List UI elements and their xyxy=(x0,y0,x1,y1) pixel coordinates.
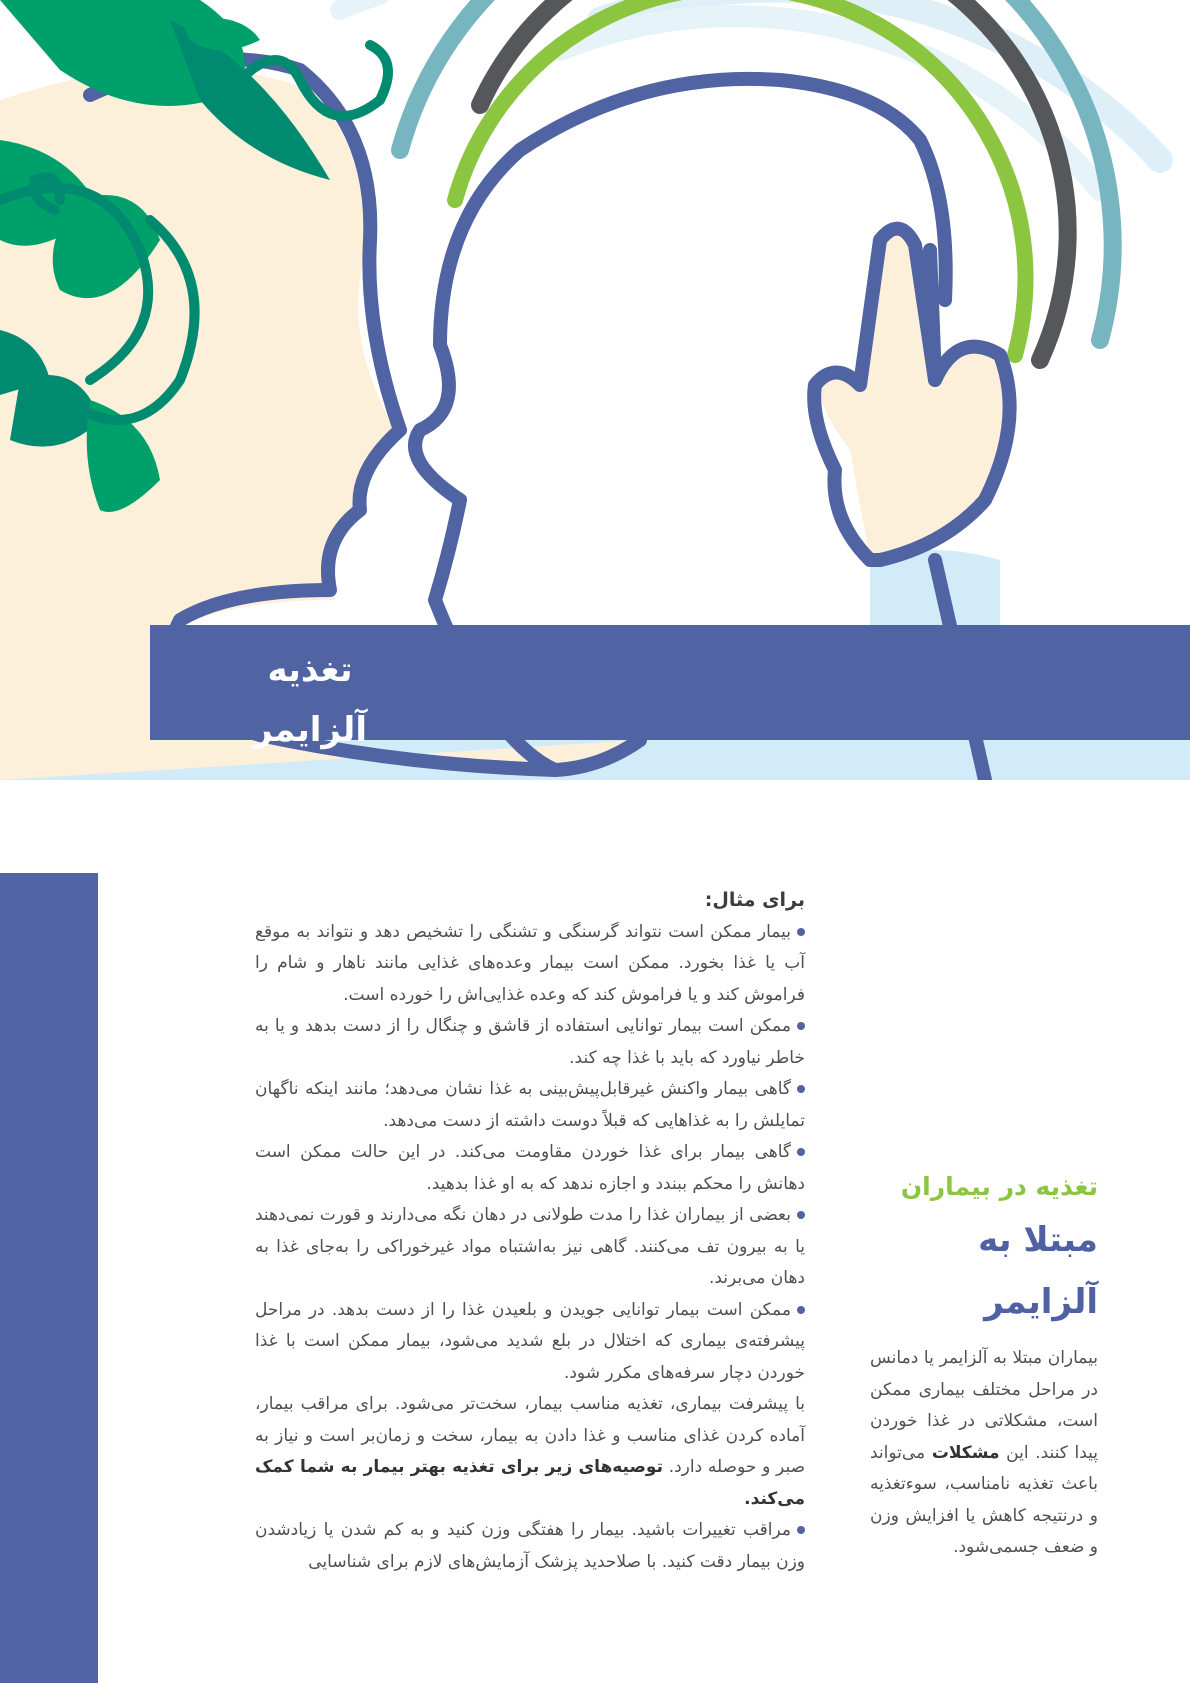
body-paragraph xyxy=(255,1389,805,1515)
hero-title: تغذیه آلزایمر xyxy=(253,650,367,750)
bullet-text: ممکن است بیمار توانایی استفاده از قاشق و چنگال را از دست بدهد و یا به خاطر نیاورد که باید با غذا چه کند. xyxy=(255,1016,805,1068)
sidebar-body-bold: مشکلات xyxy=(931,1442,1000,1463)
bullet-icon xyxy=(797,1148,805,1156)
bullet-icon xyxy=(797,1306,805,1314)
hero-illustration xyxy=(0,0,1190,780)
bullet-text: بیمار ممکن است نتواند گرسنگی و تشنگی را تشخیص دهد و نتواند به موقع آب یا غذا بخورد. ممکن است بیمار وعده‌های غذایی مانند ناهار و شام را فراموش کند و یا فراموش کند که وعده غذایی‌اش را خورده است. xyxy=(255,921,805,1005)
sidebar-body xyxy=(870,1343,1098,1564)
paragraph-bold-text: توصیه‌های زیر برای تغذیه بهتر بیمار به شما کمک می‌کند. xyxy=(255,1457,805,1509)
bullet-item xyxy=(255,1200,805,1295)
bullet-text: گاهی بیمار واکنش غیرقابل‌پیش‌بینی به غذا نشان می‌دهد؛ مانند اینکه ناگهان تمایلش را به غذاهایی که قبلاً دوست داشته از دست می‌دهد. xyxy=(255,1079,805,1131)
bullet-item xyxy=(255,1295,805,1390)
bullet-item xyxy=(255,1137,805,1200)
article-main-column xyxy=(255,885,805,1578)
bullet-icon xyxy=(797,928,805,936)
bullet-icon xyxy=(797,1211,805,1219)
bullet-item xyxy=(255,917,805,1012)
left-accent-bar xyxy=(0,873,98,1683)
sidebar-title: مبتلا به آلزایمر xyxy=(978,1220,1098,1322)
sidebar-body-text: بیماران مبتلا به آلزایمر یا دمانس در مراحل مختلف بیماری ممکن است، مشکلاتی در غذا خوردن پیدا کنند. این xyxy=(870,1348,1099,1463)
bullet-item xyxy=(255,1515,805,1578)
sidebar xyxy=(870,1165,1098,1564)
sidebar-kicker: تغذیه در بیماران xyxy=(900,1172,1098,1201)
bullet-text: بعضی از بیماران غذا را مدت طولانی در دهان نگه می‌دارند و قورت نمی‌دهند یا به بیرون تف می‌کنند. گاهی نیز به‌اشتباه مواد غیرخوراکی را به‌جای غذا به دهان می‌برند. xyxy=(255,1205,805,1288)
bullet-text: گاهی بیمار برای غذا خوردن مقاومت می‌کند. در این حالت ممکن است دهانش را محکم ببندد و اجازه ندهد که به او غذا بدهید. xyxy=(255,1142,805,1194)
bullet-text: ممکن است بیمار توانایی جویدن و بلعیدن غذا را از دست بدهد. در مراحل پیشرفته‌ی بیماری که اختلال در بلع شدید می‌شود، بیمار ممکن است با غذا خوردن دچار سرفه‌های مکرر شود. xyxy=(255,1299,805,1383)
bullet-icon xyxy=(797,1526,805,1534)
bullet-icon xyxy=(797,1022,805,1030)
example-heading: برای مثال: xyxy=(704,889,805,911)
bullet-icon xyxy=(797,1085,805,1093)
paragraph-text: با پیشرفت بیماری، تغذیه مناسب بیمار، سخت‌تر می‌شود. برای مراقب بیمار، آماده کردن غذای مناسب و غذا دادن به بیمار، سخت و زمان‌بر است و نیاز به صبر و حوصله دارد. xyxy=(255,1394,806,1477)
bullet-text: مراقب تغییرات باشید. بیمار را هفتگی وزن کنید و به کم شدن یا زیادشدن وزن بیمار دقت کنید. با صلاحدید پزشک آزمایش‌های لازم برای شناسایی xyxy=(255,1520,805,1572)
bullet-item xyxy=(255,1074,805,1137)
sidebar-body-text-end: می‌تواند باعث تغذیه نامناسب، سوءتغذیه و درنتیجه کاهش یا افزایش وزن و ضعف جسمی‌شود. xyxy=(870,1442,1098,1557)
bullet-item xyxy=(255,1011,805,1074)
hero-artwork xyxy=(0,0,1190,780)
